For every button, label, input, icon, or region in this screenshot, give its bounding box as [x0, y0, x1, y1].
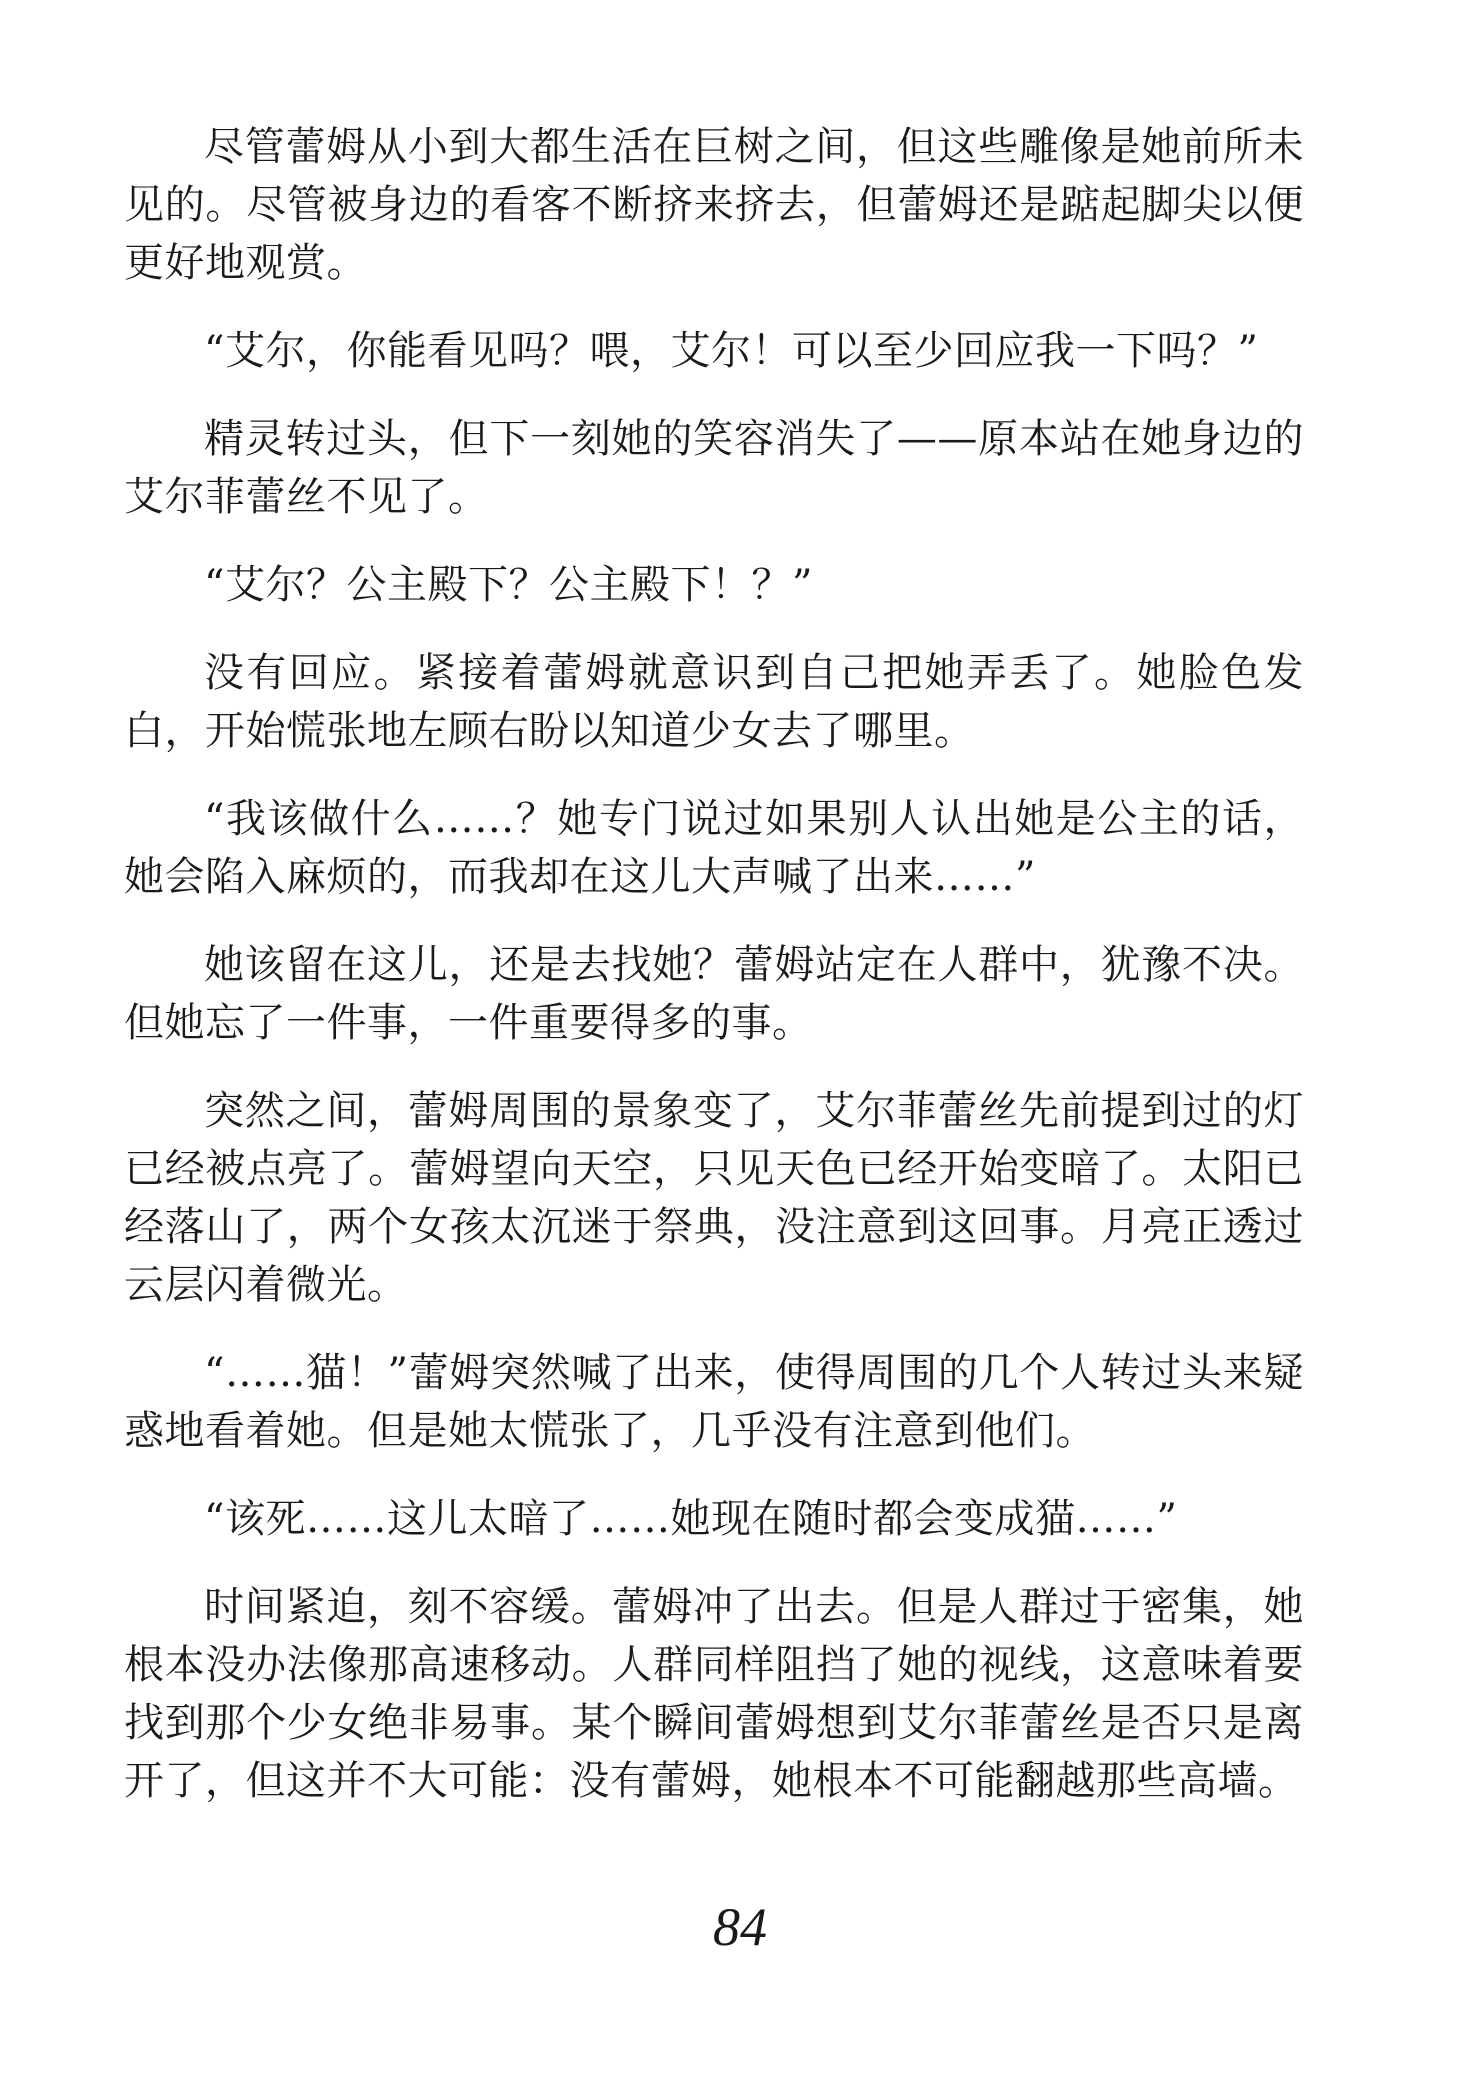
paragraph-1: 尽管蕾姆从小到大都生活在巨树之间，但这些雕像是她前所未见的。尽管被身边的看客不断挤来挤去，但蕾姆还是踮起脚尖以便更好地观赏。	[124, 124, 1304, 286]
paragraph-2: “艾尔，你能看见吗？喂，艾尔！可以至少回应我一下吗？”	[204, 328, 1259, 374]
paragraph-10: “该死……这儿太暗了……她现在随时都会变成猫……”	[204, 1496, 1178, 1542]
paragraph-9: “……猫！”蕾姆突然喊了出来，使得周围的几个人转过头来疑惑地看着她。但是她太慌张了，几乎没有注意到他们。	[124, 1350, 1304, 1454]
paragraph-5: 没有回应。紧接着蕾姆就意识到自己把她弄丢了。她脸色发白，开始慌张地左顾右盼以知道少女去了哪里。	[124, 650, 1304, 754]
paragraph-8: 突然之间，蕾姆周围的景象变了，艾尔菲蕾丝先前提到过的灯已经被点亮了。蕾姆望向天空，只见天色已经开始变暗了。太阳已经落山了，两个女孩太沉迷于祭典，没注意到这回事。月亮正透过云层闪着微光。	[124, 1088, 1304, 1308]
paragraph-4: “艾尔？公主殿下？公主殿下！？”	[204, 562, 813, 608]
page-number: 84	[713, 1897, 767, 1957]
body-text	[124, 118, 1304, 1810]
paragraph-7: 她该留在这儿，还是去找她？蕾姆站定在人群中，犹豫不决。但她忘了一件事，一件重要得多的事。	[124, 942, 1304, 1046]
paragraph-3: 精灵转过头，但下一刻她的笑容消失了——原本站在她身边的艾尔菲蕾丝不见了。	[124, 416, 1304, 520]
paragraph-6: “我该做什么……？她专门说过如果别人认出她是公主的话，她会陷入麻烦的，而我却在这儿大声喊了出来……”	[124, 796, 1304, 900]
paragraph-11: 时间紧迫，刻不容缓。蕾姆冲了出去。但是人群过于密集，她根本没办法像那高速移动。人群同样阻挡了她的视线，这意味着要找到那个少女绝非易事。某个瞬间蕾姆想到艾尔菲蕾丝是否只是离开了，但这并不大可能：没有蕾姆，她根本不可能翻越那些高墙。	[124, 1584, 1304, 1804]
